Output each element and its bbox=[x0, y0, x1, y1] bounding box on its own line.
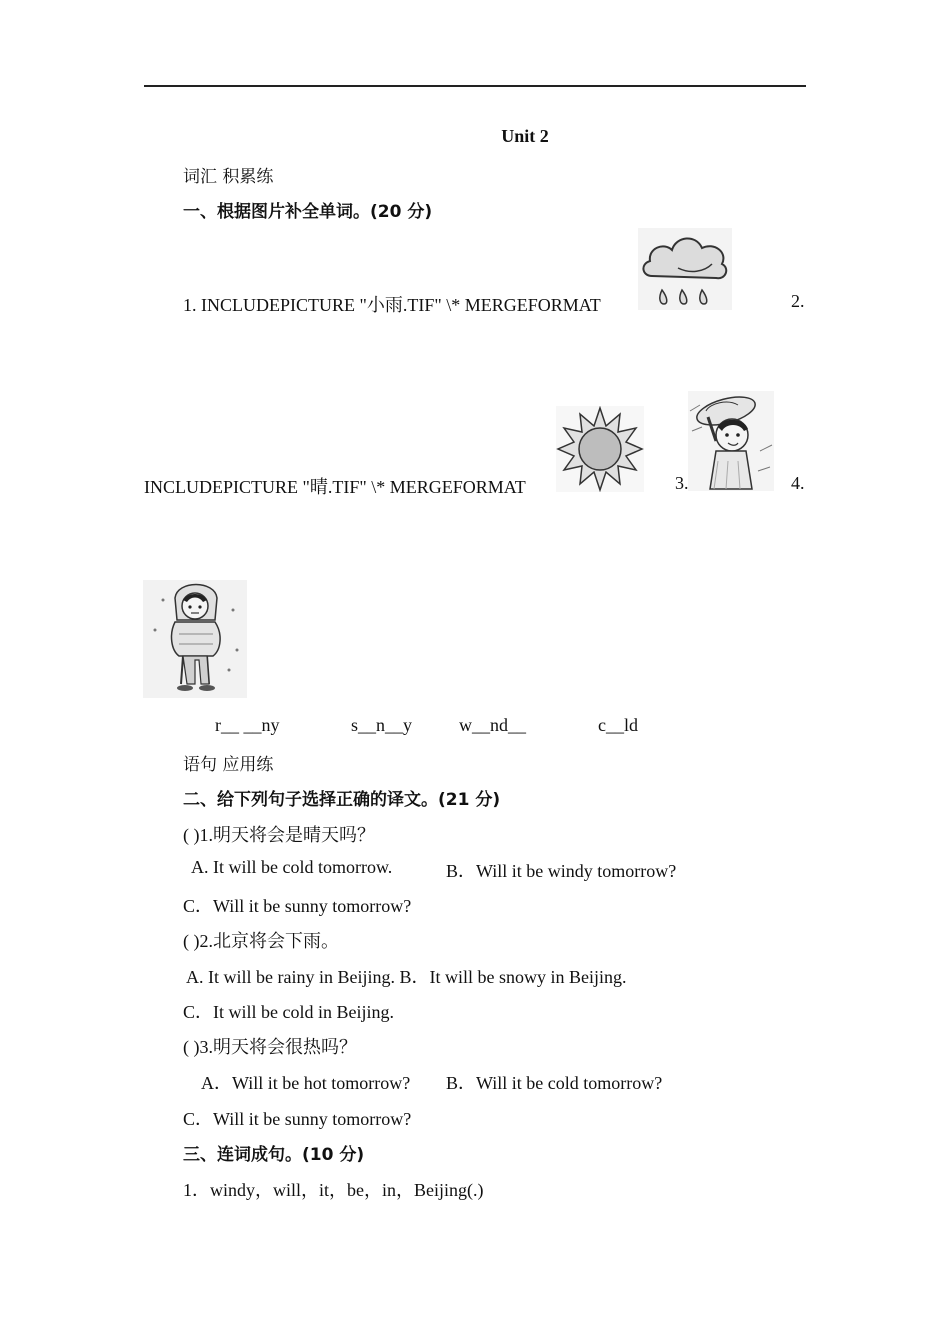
cold-boy-icon bbox=[143, 580, 247, 698]
q3-stem: ( )3.明天将会很热吗？ bbox=[183, 1037, 357, 1057]
page-title: Unit 2 bbox=[501, 126, 549, 146]
q3-option-b: B．Will it be cold tomorrow? bbox=[446, 1073, 663, 1093]
rain-cloud-icon bbox=[638, 228, 732, 310]
vocab-item-2: INCLUDEPICTURE "晴.TIF" \* MERGEFORMAT bbox=[144, 477, 526, 497]
word-blank-2: s__n__y bbox=[351, 715, 413, 735]
header-rule bbox=[144, 85, 806, 87]
q2-option-c: C．It will be cold in Beijing. bbox=[183, 1002, 394, 1022]
word-blank-1: r__ __ny bbox=[215, 715, 280, 735]
q1-option-a: A. It will be cold tomorrow. bbox=[191, 857, 393, 877]
section-label-sentence: 语句 应用练 bbox=[183, 755, 274, 775]
q2-stem: ( )2.北京将会下雨。 bbox=[183, 931, 339, 951]
q1-stem: ( )1.明天将会是晴天吗？ bbox=[183, 825, 375, 845]
windy-girl-icon bbox=[688, 391, 774, 491]
q1-option-b: B．Will it be windy tomorrow? bbox=[446, 861, 677, 881]
order-item-1: 1．windy，will，it，be，in，Beijing(.) bbox=[183, 1180, 484, 1200]
section-heading-order: 三、连词成句。(10 分) bbox=[183, 1145, 365, 1165]
section-label-vocab: 词汇 积累练 bbox=[183, 167, 274, 187]
vocab-num-3: 3. bbox=[675, 473, 689, 493]
vocab-num-4: 4. bbox=[791, 473, 805, 493]
word-blank-4: c__ld bbox=[598, 715, 638, 735]
section-heading-sentence: 二、给下列句子选择正确的译文。(21 分) bbox=[183, 790, 501, 810]
q3-option-c: C．Will it be sunny tomorrow? bbox=[183, 1109, 412, 1129]
q3-option-a: A．Will it be hot tomorrow? bbox=[201, 1073, 411, 1093]
word-blank-3: w__nd__ bbox=[459, 715, 526, 735]
vocab-num-2: 2. bbox=[791, 291, 805, 311]
q1-option-c: C．Will it be sunny tomorrow? bbox=[183, 896, 412, 916]
sun-icon bbox=[556, 406, 644, 492]
section-heading-vocab: 一、根据图片补全单词。(20 分) bbox=[183, 202, 433, 222]
vocab-item-1: 1. INCLUDEPICTURE "小雨.TIF" \* MERGEFORMAT bbox=[183, 295, 601, 315]
q2-options-ab: A. It will be rainy in Beijing. B．It will be snowy in Beijing. bbox=[186, 967, 627, 987]
